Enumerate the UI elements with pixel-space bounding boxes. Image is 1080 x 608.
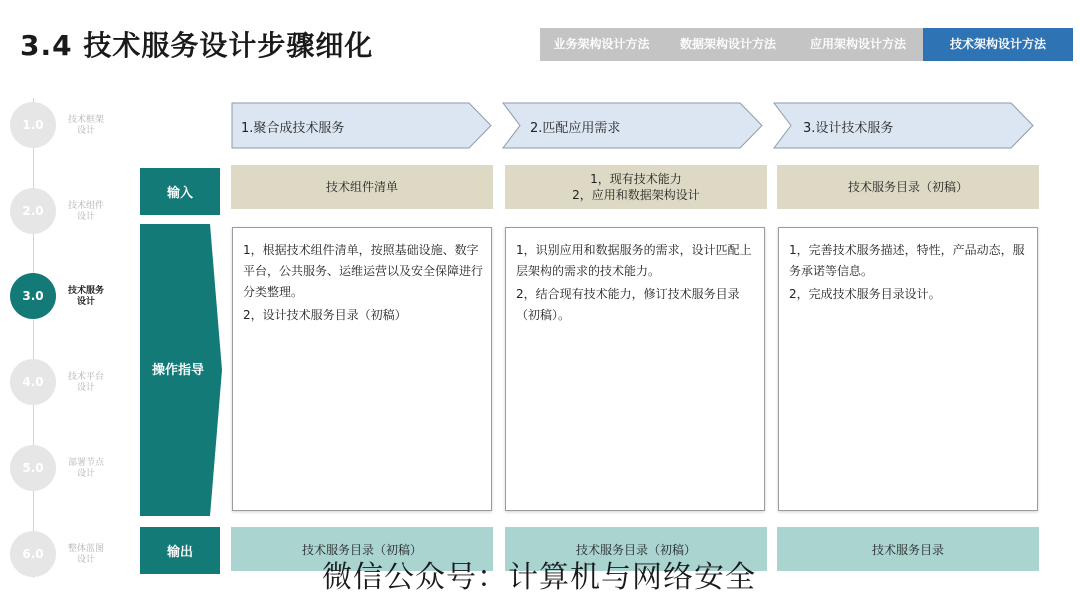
step-3[interactable]	[10, 273, 130, 319]
operation-text: 2，完成技术服务目录设计。	[789, 287, 941, 301]
step-4[interactable]	[10, 359, 130, 405]
operation-text: 1，完善技术服务描述，特性，产品动态，服务承诺等信息。	[789, 243, 1025, 278]
tab-business-architecture[interactable]: 业务架构设计方法	[540, 28, 663, 61]
input-row-label: 输入	[140, 168, 220, 215]
input-text: 2，应用和数据架构设计	[572, 188, 700, 202]
operation-text: 2，设计技术服务目录（初稿）	[243, 308, 407, 322]
step-1[interactable]	[10, 102, 130, 148]
operation-row-label	[140, 224, 224, 516]
output-cell-2: 技术服务目录（初稿）	[505, 527, 767, 571]
step-circle: 4.0	[10, 359, 56, 405]
stepper-line	[33, 98, 34, 578]
phase-2-chevron	[502, 102, 764, 149]
step-circle: 6.0	[10, 531, 56, 577]
step-label: 整体蓝图 设计	[67, 544, 104, 565]
step-circle: 2.0	[10, 188, 56, 234]
input-text: 技术服务目录（初稿）	[847, 180, 968, 194]
step-circle: 3.0	[10, 273, 56, 319]
step-5[interactable]	[10, 445, 130, 491]
tab-application-architecture[interactable]: 应用架构设计方法	[793, 28, 923, 61]
input-cell-2	[505, 165, 767, 209]
operation-row-label-text: 操作指导	[151, 363, 204, 378]
step-6[interactable]	[10, 531, 130, 577]
top-nav	[540, 28, 1073, 61]
step-label: 技术组件 设计	[67, 201, 104, 222]
phase-label: 3.设计技术服务	[803, 121, 894, 136]
tab-data-architecture[interactable]: 数据架构设计方法	[663, 28, 793, 61]
operation-text: 1，识别应用和数据服务的需求，设计匹配上层架构的需求的技术能力。	[516, 243, 752, 278]
step-label: 部署节点 设计	[67, 458, 104, 479]
step-circle: 5.0	[10, 445, 56, 491]
watermark-caption: 微信公众号：计算机与网络安全	[322, 560, 756, 595]
input-text: 技术组件清单	[325, 180, 398, 194]
page-title: 3.4 技术服务设计步骤细化	[20, 29, 374, 62]
step-label: 技术框架 设计	[67, 115, 104, 136]
output-cell-1: 技术服务目录（初稿）	[231, 527, 493, 571]
operation-text: 1，根据技术组件清单，按照基础设施、数字平台，公共服务、运维运营以及安全保障进行分类整理。	[243, 243, 484, 299]
output-cell-3: 技术服务目录	[777, 527, 1039, 571]
input-cell-3	[777, 165, 1039, 209]
step-circle: 1.0	[10, 102, 56, 148]
phase-1-chevron	[231, 102, 493, 149]
operation-box-2	[505, 227, 765, 511]
step-label: 技术平台 设计	[67, 372, 104, 393]
operation-box-3	[778, 227, 1038, 511]
step-2[interactable]	[10, 188, 130, 234]
input-cell-1	[231, 165, 493, 209]
operation-box-1	[232, 227, 492, 511]
phase-label: 2.匹配应用需求	[530, 121, 621, 136]
input-text: 1，现有技术能力	[590, 172, 682, 186]
step-label: 技术服务 设计	[67, 286, 104, 307]
tab-technology-architecture[interactable]: 技术架构设计方法	[923, 28, 1073, 61]
phase-label: 1.聚合成技术服务	[241, 121, 345, 136]
operation-text: 2，结合现有技术能力，修订技术服务目录（初稿）。	[516, 287, 740, 322]
output-row-label: 输出	[140, 527, 220, 574]
phase-3-chevron	[773, 102, 1035, 149]
